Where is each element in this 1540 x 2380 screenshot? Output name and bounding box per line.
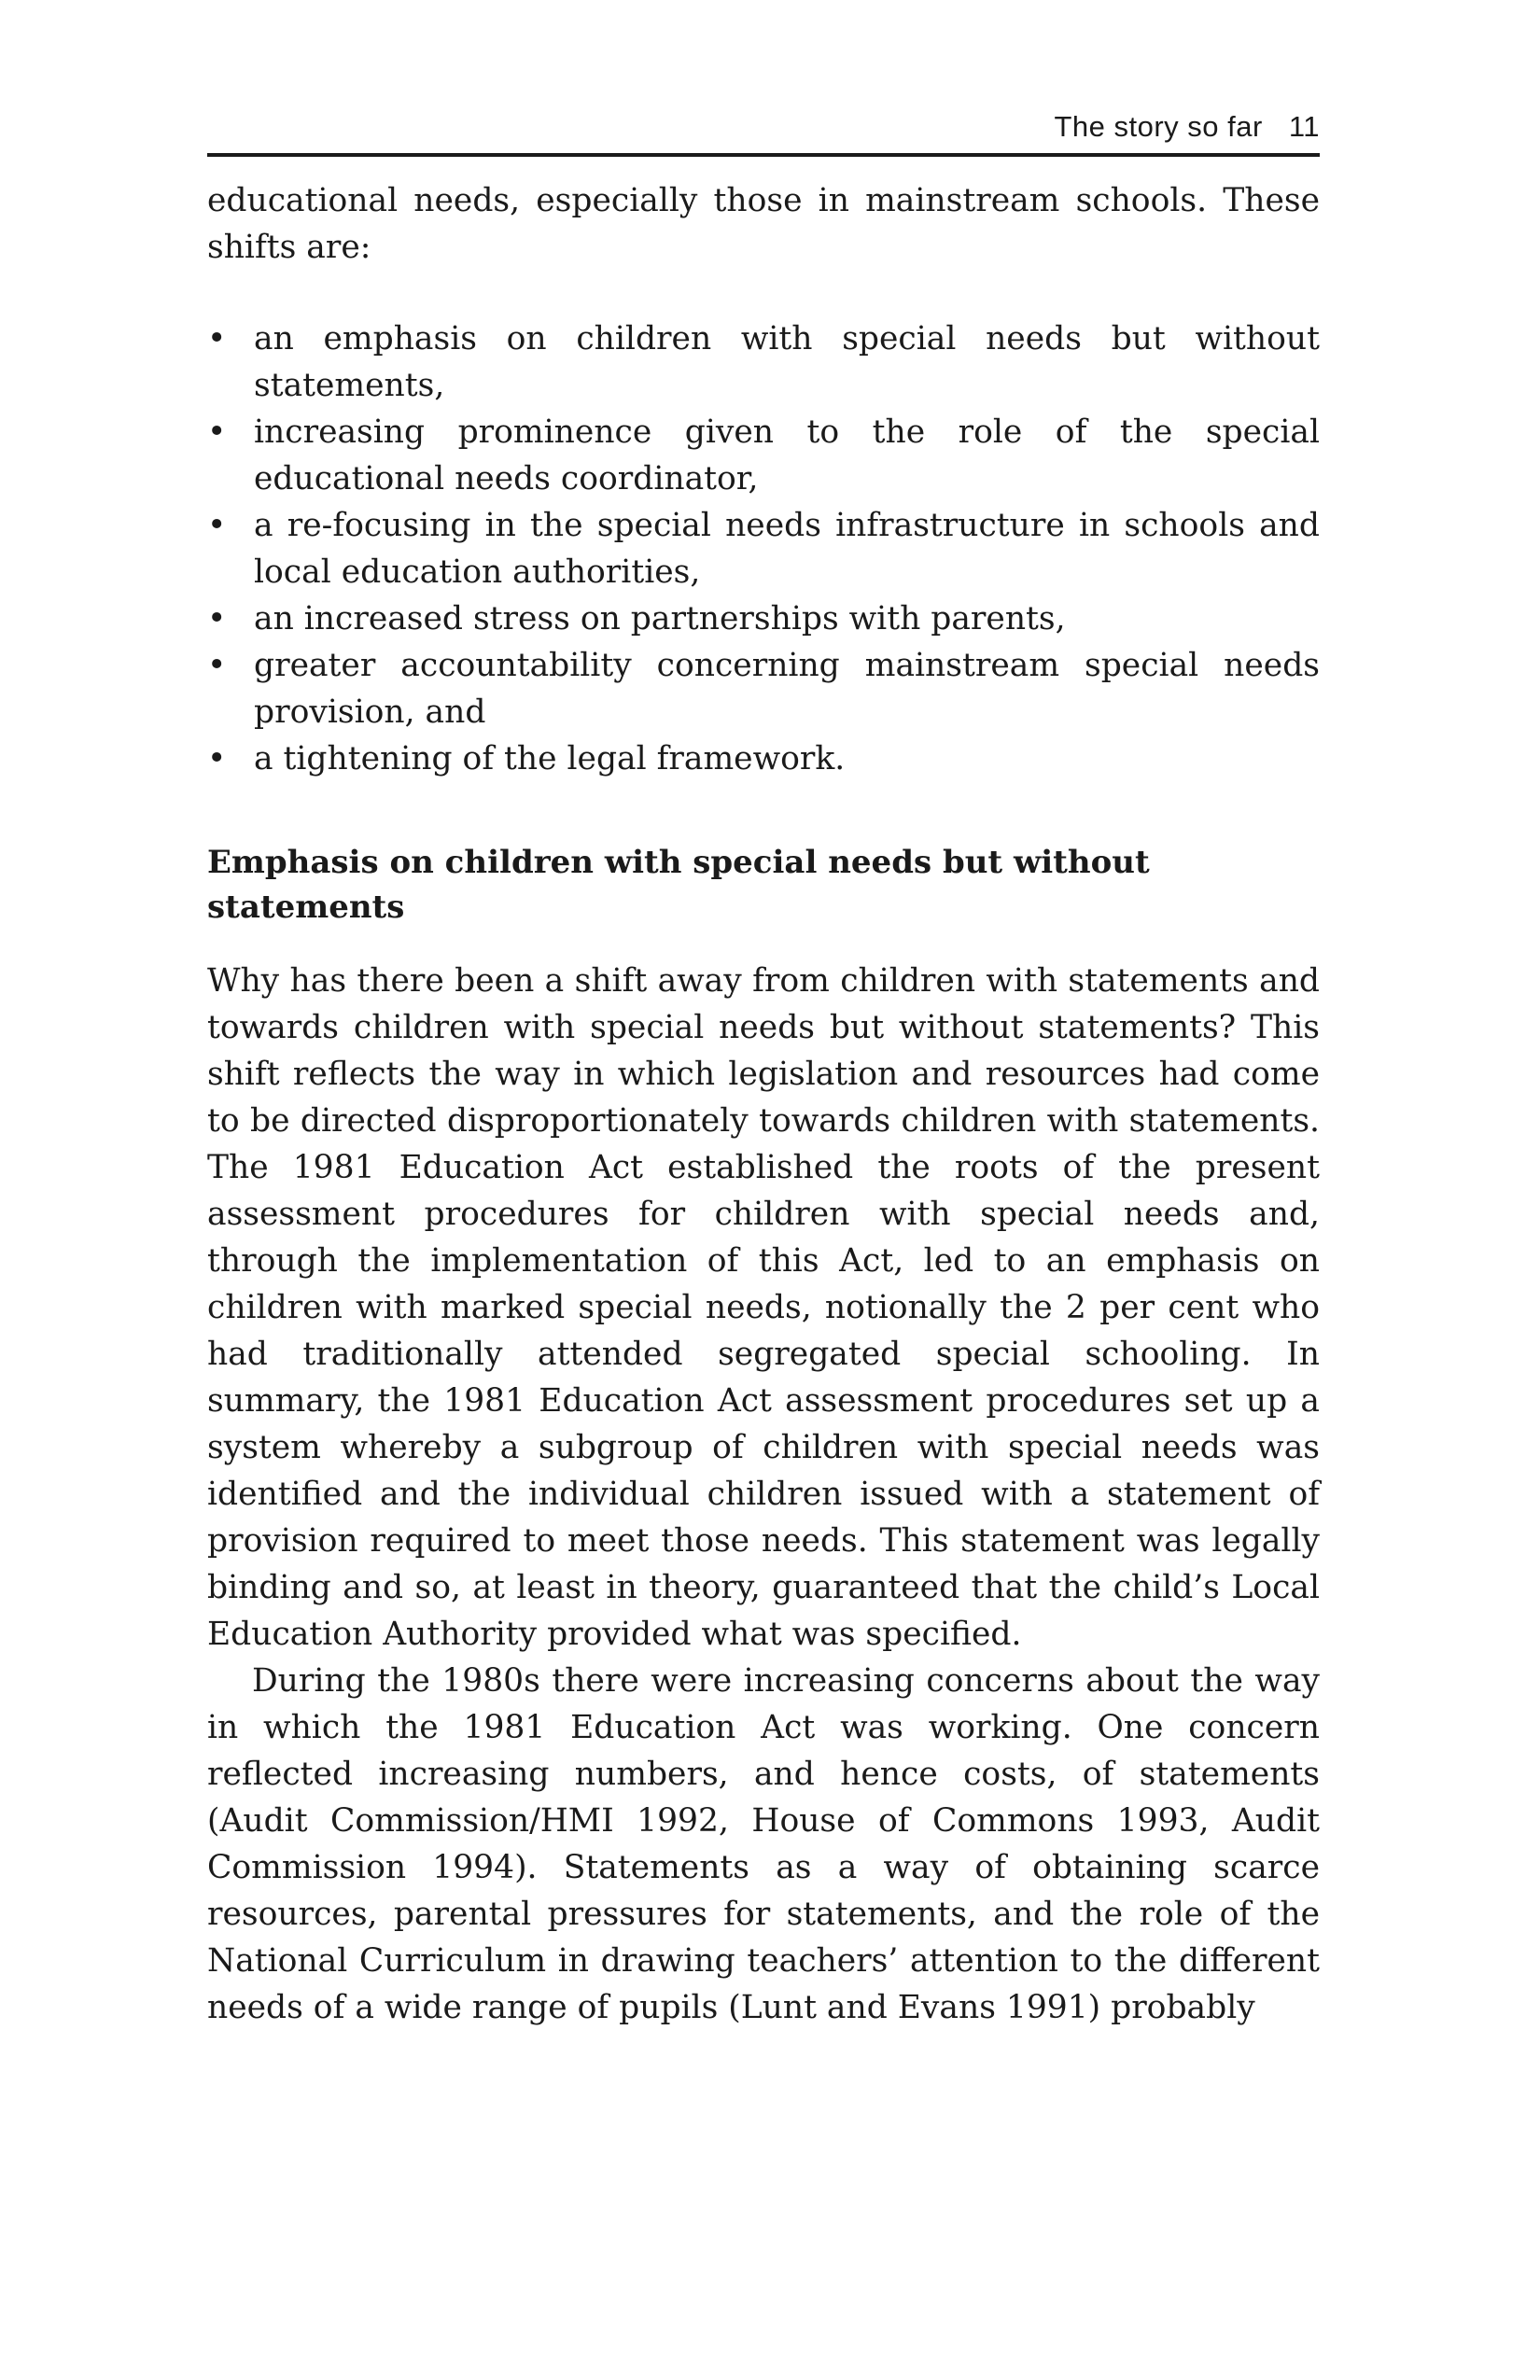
- book-page: [207, 110, 1320, 2031]
- running-title: The story so far: [1054, 110, 1263, 143]
- list-item: • an increased stress on partnerships with parents,: [207, 595, 1320, 642]
- list-item: • an emphasis on children with special needs but without statements,: [207, 315, 1320, 409]
- body-paragraph: Why has there been a shift away from children with statements and towards children with special needs but without statements? This shift reflects the way in which legislation and resources had come to be directed disproportionately towards children with statements. The 1981 Education Act established the roots of the present assessment procedures for children with special needs and, through the implementation of this Act, led to an emphasis on children with marked special needs, notionally the 2 per cent who had traditionally attended segregated special schooling. In summary, the 1981 Education Act assessment procedures set up a system whereby a subgroup of children with special needs was identified and the individual children issued with a statement of provision required to meet those needs. This statement was legally binding and so, at least in theory, guaranteed that the child’s Local Education Authority provided what was specified.: [207, 962, 1320, 1653]
- running-header: [207, 110, 1320, 157]
- intro-paragraph: educational needs, especially those in mainstream schools. These shifts are:: [207, 182, 1320, 266]
- page-number: 11: [1288, 110, 1320, 143]
- list-item: • greater accountability concerning mainstream special needs provision, and: [207, 642, 1320, 735]
- list-item: • a re-focusing in the special needs infrastructure in schools and local education authorities,: [207, 502, 1320, 595]
- body-paragraph: During the 1980s there were increasing concerns about the way in which the 1981 Education Act was working. One concern reflected increasing numbers, and hence costs, of statements (Audit Commission/HMI 1992, House of Commons 1993, Audit Commission 1994). Statements as a way of obtaining scarce resources, parental pressures for statements, and the role of the National Curriculum in drawing teachers’ attention to the different needs of a wide range of pupils (Lunt and Evans 1991) probably: [207, 1662, 1320, 2026]
- list-item: • a tightening of the legal framework.: [207, 735, 1320, 782]
- section-heading: Emphasis on children with special needs but without statements: [207, 844, 1150, 926]
- list-item: • increasing prominence given to the role of the special educational needs coordinator,: [207, 409, 1320, 502]
- shifts-list: [207, 315, 1320, 782]
